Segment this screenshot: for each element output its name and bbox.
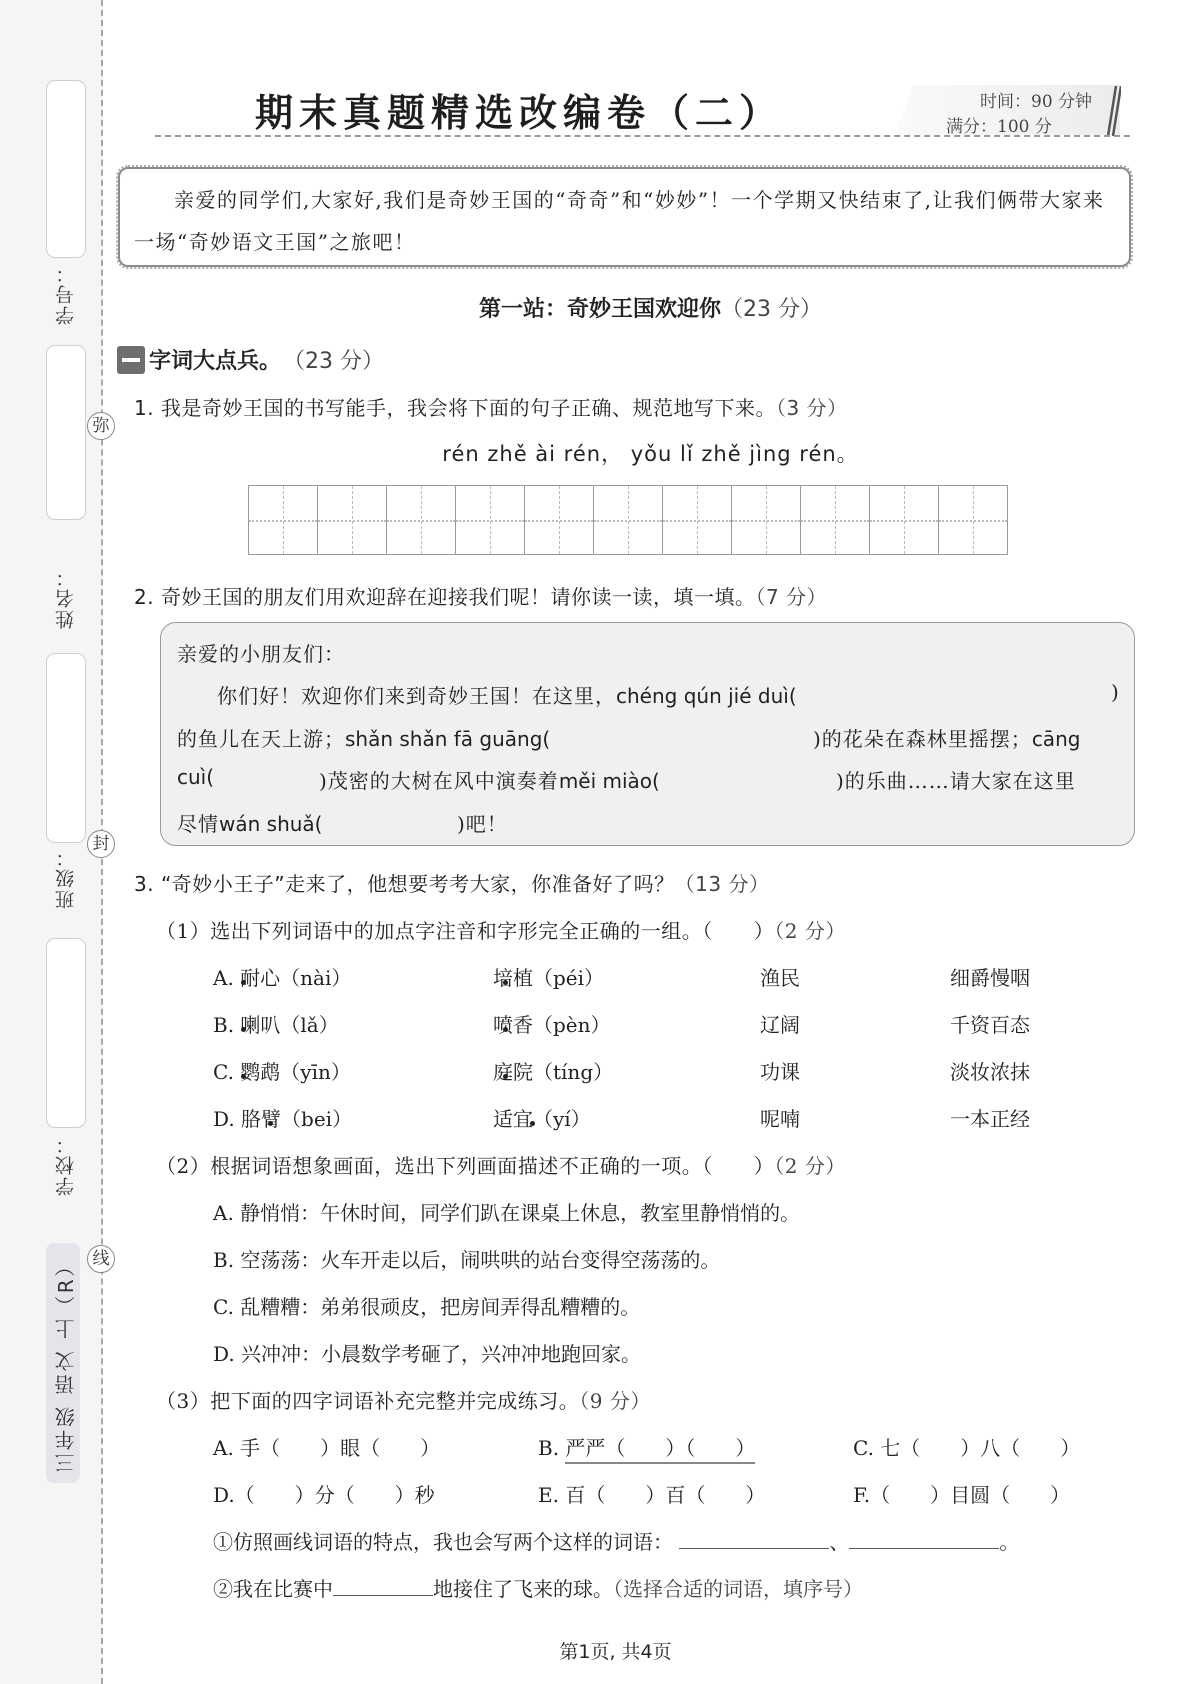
welcome-letter-box <box>160 622 1135 846</box>
choice-d: D. 兴冲冲：小晨数学考砸了，兴冲冲地跑回家。 <box>213 1342 642 1366</box>
question-3 <box>134 868 769 897</box>
question-1-text: 1. 我是奇妙王国的书写能手，我会将下面的句子正确、规范地写下来。 <box>134 396 776 420</box>
task-1-blank-1[interactable] <box>679 1548 829 1549</box>
grid-cell[interactable] <box>870 486 939 554</box>
letter-line-4: 尽情wán shuǎ( <box>177 812 323 836</box>
intro-text: 亲爱的同学们,大家好,我们是奇妙王国的“奇奇”和“妙妙”！一个学期又快结束了,让我们俩带大家来一场“奇妙语文王国”之旅吧！ <box>134 188 1105 254</box>
section-title: 字词大点兵。 <box>149 349 282 374</box>
grid-cell[interactable] <box>249 486 318 554</box>
exam-score: 满分：100 分 <box>946 117 1052 137</box>
school-label: 学校： <box>55 1133 77 1196</box>
seal-char-mi: 弥 <box>87 412 115 440</box>
choice-a: A. 静悄悄：午休时间，同学们趴在课桌上休息，教室里静悄悄的。 <box>213 1201 801 1225</box>
option-d-col4: 一本正经 <box>950 1107 1030 1131</box>
grade-subject-label: 三年级 语文 上（R） <box>54 1253 78 1473</box>
letter-line-3b: )茂密的大树在风中演奏着měi miào( <box>319 769 660 793</box>
grid-cell[interactable] <box>732 486 801 554</box>
task-2 <box>213 1573 863 1602</box>
section-heading <box>117 344 384 375</box>
option-b-col1: B. 喇叭（lǎ） <box>213 1013 339 1037</box>
grid-cell[interactable] <box>387 486 456 554</box>
option-a-col3: 渔民 <box>760 966 800 990</box>
grid-cell[interactable] <box>939 486 1007 554</box>
grid-cell[interactable] <box>594 486 663 554</box>
grid-cell[interactable] <box>456 486 525 554</box>
letter-line-1: 你们好！欢迎你们来到奇妙王国！在这里，chéng qún jié duì( <box>217 684 797 708</box>
idiom-d[interactable]: D.（ ）分（ ）秒 <box>213 1483 435 1507</box>
pinyin-cang: cāng <box>1031 727 1081 751</box>
class-field[interactable] <box>46 653 86 843</box>
question-3-2 <box>156 1150 846 1179</box>
option-c-col1: C. 鹦鹉（yīn） <box>213 1060 351 1084</box>
slash-decoration-icon <box>1107 86 1121 136</box>
station-points: （23 分） <box>721 297 822 322</box>
idiom-f[interactable]: F.（ ）目圆（ ） <box>853 1483 1071 1507</box>
letter-line-2: 的鱼儿在天上游；shǎn shǎn fā guāng( <box>177 727 551 751</box>
school-field[interactable] <box>46 938 86 1128</box>
option-b-col3: 辽阔 <box>760 1013 800 1037</box>
question-2 <box>134 581 827 610</box>
question-3-3-points: （9 分） <box>579 1389 651 1413</box>
option-d-col3: 呢喃 <box>760 1107 800 1131</box>
section-number-icon <box>117 346 145 374</box>
page-number: 第1页, 共4页 <box>559 1641 672 1663</box>
idiom-b-underlined: 严严（ ）（ ） <box>565 1436 755 1464</box>
seal-char-xian: 线 <box>87 1245 115 1273</box>
question-1-pinyin: rén zhě ài rén， yǒu lǐ zhě jìng rén。 <box>442 442 859 466</box>
idiom-c[interactable]: C. 七（ ）八（ ） <box>853 1436 1081 1460</box>
question-2-text: 2. 奇妙王国的朋友们用欢迎辞在迎接我们呢！请你读一读，填一填。 <box>134 585 756 609</box>
header-divider <box>155 135 1130 137</box>
question-3-2-text: （2）根据词语想象画面，选出下列画面描述不正确的一项。（ ） <box>156 1154 775 1178</box>
grid-cell[interactable] <box>525 486 594 554</box>
pinyin-wanshua: wán shuǎ( <box>219 812 323 836</box>
grid-cell[interactable] <box>318 486 387 554</box>
station-title: 第一站：奇妙王国欢迎你 <box>478 297 721 322</box>
option-d-col2: 适宜（yí） <box>493 1107 591 1131</box>
student-id-field[interactable] <box>46 80 86 258</box>
grid-cell[interactable] <box>663 486 732 554</box>
letter-line-2b: )的花朵在森林里摇摆；cāng <box>813 727 1081 751</box>
task-1: ①仿照画线词语的特点，我也会写两个这样的词语： 、 。 <box>213 1530 1020 1554</box>
letter-line-3 <box>177 765 214 789</box>
task-1-blank-2[interactable] <box>849 1548 999 1549</box>
task-2-hint: （选择合适的词语，填序号） <box>613 1577 863 1601</box>
intro-box <box>118 167 1131 267</box>
exam-title: 期末真题精选改编卷（二） <box>255 90 784 135</box>
writing-grid[interactable] <box>248 485 1008 555</box>
letter-line-3c: )的乐曲……请大家在这里 <box>836 769 1076 793</box>
pinyin-meimiao: měi miào( <box>558 769 660 793</box>
exam-time: 时间：90 分钟 <box>980 92 1093 112</box>
option-a-col2: 培植（péi） <box>493 966 605 990</box>
choice-b: B. 空荡荡：火车开走以后，闹哄哄的站台变得空荡荡的。 <box>213 1248 721 1272</box>
question-3-3 <box>156 1385 651 1414</box>
option-a-col1: A. 耐心（nài） <box>213 966 352 990</box>
class-label: 班级： <box>55 846 77 909</box>
grade-subject-tab <box>46 1243 80 1483</box>
section-points: （23 分） <box>283 349 385 374</box>
question-3-1-points: （2 分） <box>774 919 846 943</box>
idiom-b[interactable]: B. 严严（ ）（ ） <box>538 1432 755 1461</box>
question-3-2-points: （2 分） <box>774 1154 846 1178</box>
question-3-1-text: （1）选出下列词语中的加点字注音和字形完全正确的一组。（ ） <box>156 919 775 943</box>
letter-greeting: 亲爱的小朋友们： <box>177 642 345 666</box>
station-heading <box>0 292 1191 323</box>
pinyin-cui: cuì( <box>177 765 215 789</box>
choice-c: C. 乱糟糟：弟弟很顽皮，把房间弄得乱糟糟的。 <box>213 1295 641 1319</box>
pinyin-shanshanfaguang: shǎn shǎn fā guāng( <box>345 727 551 751</box>
question-3-points: （13 分） <box>674 872 770 896</box>
option-a-col4: 细爵慢咽 <box>950 966 1030 990</box>
letter-line-4b: )吧！ <box>457 812 508 836</box>
question-3-1 <box>156 915 846 944</box>
option-d-col1: D. 胳臂（bei） <box>213 1107 353 1131</box>
question-3-text: 3. “奇妙小王子”走来了，他想要考考大家，你准备好了吗？ <box>134 872 675 896</box>
option-c-col3: 功课 <box>760 1060 800 1084</box>
question-2-points: （7 分） <box>755 585 828 609</box>
blank-close-1: ) <box>1111 680 1120 704</box>
question-1 <box>134 392 848 421</box>
name-field[interactable] <box>46 345 86 520</box>
task-2-end: 地接住了飞来的球。 <box>433 1577 613 1601</box>
option-c-col4: 淡妆浓抹 <box>950 1060 1030 1084</box>
student-id-label: 学号： <box>55 262 77 325</box>
grid-cell[interactable] <box>801 486 870 554</box>
seal-char-feng: 封 <box>87 830 115 858</box>
option-b-col2: 喷香（pèn） <box>493 1013 611 1037</box>
task-2-blank[interactable] <box>333 1595 433 1596</box>
question-1-points: （3 分） <box>775 396 848 420</box>
question-3-3-text: （3）把下面的四字词语补充完整并完成练习。 <box>156 1389 580 1413</box>
task-1-text: ①仿照画线词语的特点，我也会写两个这样的词语： <box>213 1530 673 1554</box>
task-2-start: ②我在比赛中 <box>213 1577 333 1601</box>
option-b-col4: 千资百态 <box>950 1013 1030 1037</box>
idiom-e[interactable]: E. 百（ ）百（ ） <box>538 1483 766 1507</box>
pinyin-chengqunjiedui: chéng qún jié duì( <box>616 684 797 708</box>
option-c-col2: 庭院（tíng） <box>493 1060 614 1084</box>
idiom-a[interactable]: A. 手（ ）眼（ ） <box>213 1436 441 1460</box>
name-label: 姓名： <box>55 566 77 629</box>
